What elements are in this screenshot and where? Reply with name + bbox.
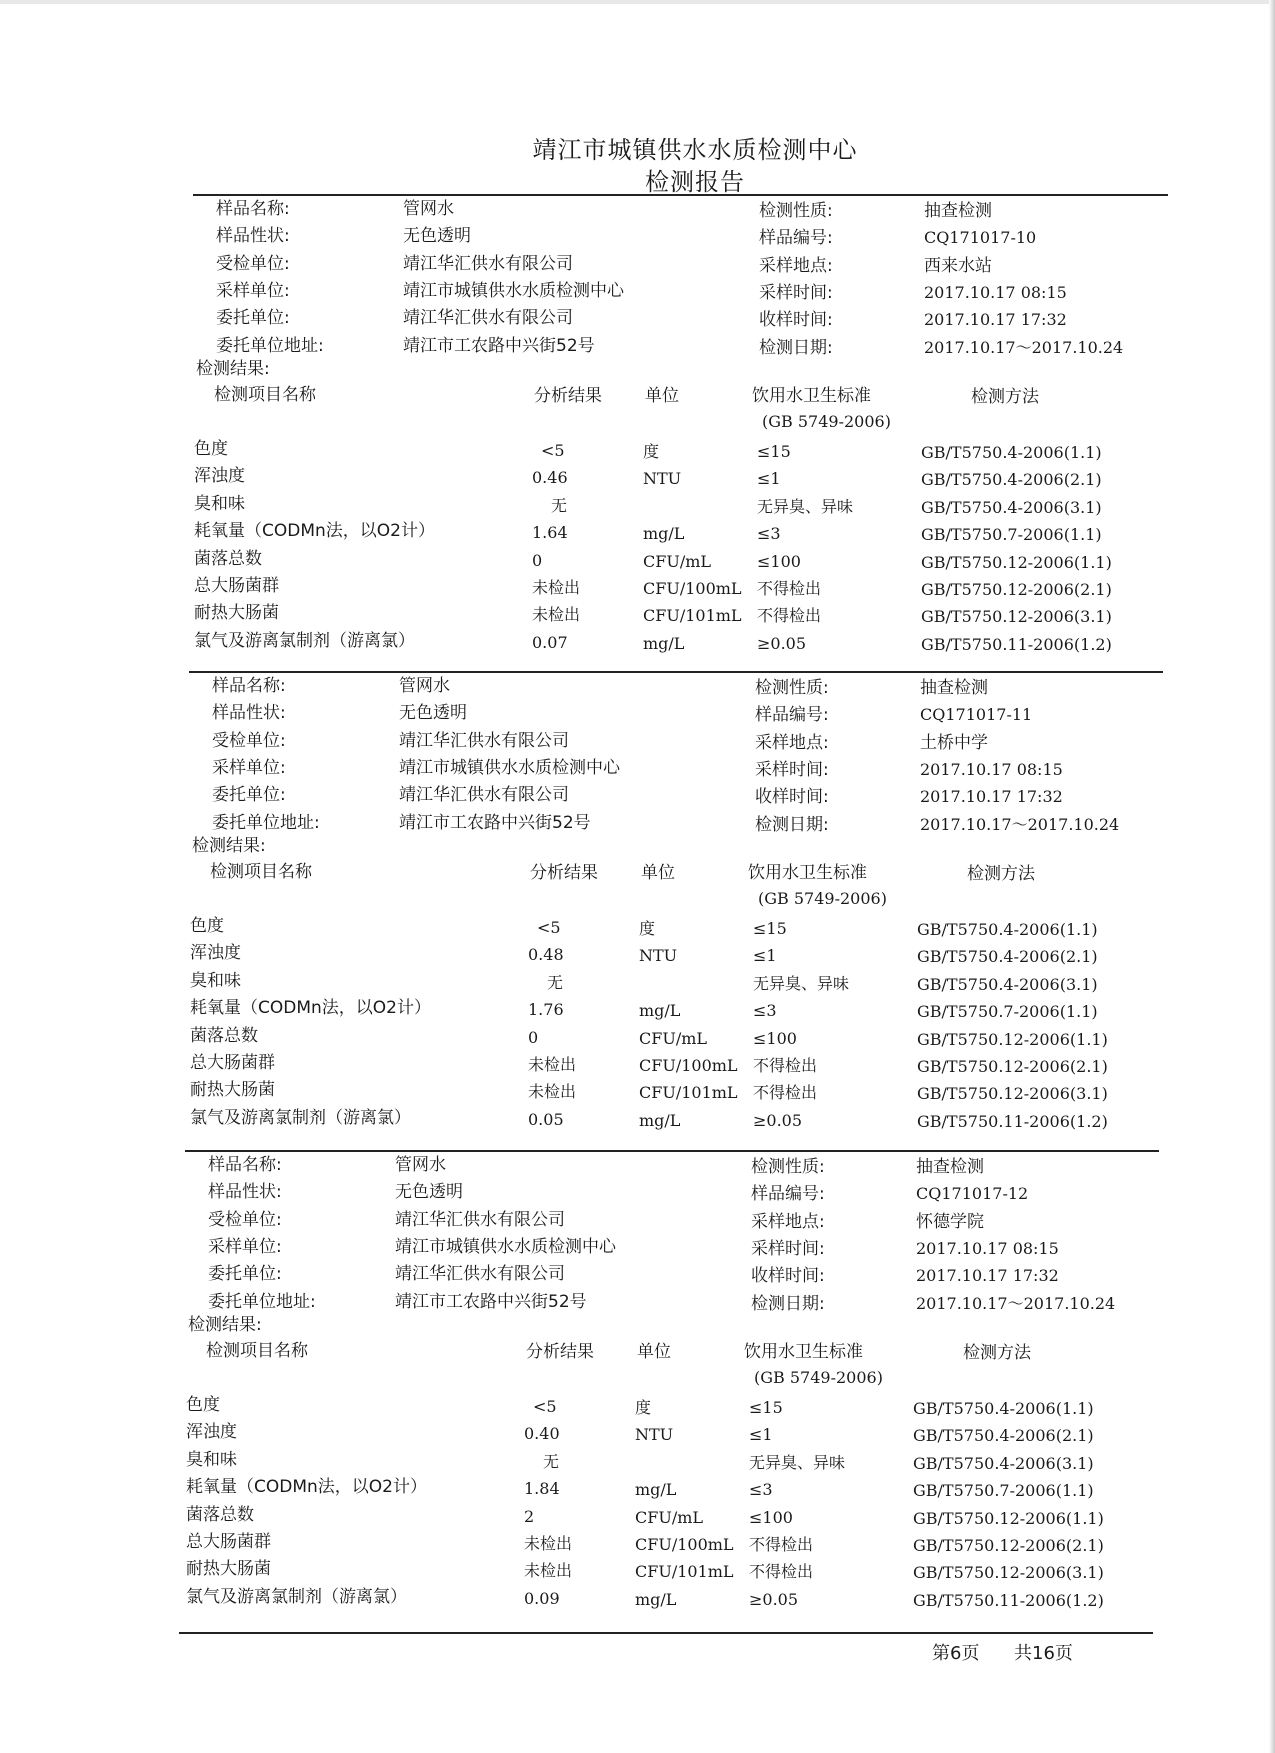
- info-label-sample-no: 样品编号:: [759, 228, 833, 249]
- info-value-sampling-site: 西来水站: [924, 255, 992, 276]
- row-item-name: 氯气及游离氯制剂（游离氯）: [194, 630, 415, 651]
- info-value-test-date: 2017.10.17～2017.10.24: [920, 814, 1120, 834]
- info-value-sample-no: CQ171017-10: [924, 228, 1037, 248]
- row-standard: ≥0.05: [753, 1110, 803, 1130]
- row-standard: ≤100: [753, 1028, 797, 1048]
- row-result: 未检出: [528, 1082, 577, 1102]
- row-unit: mg/L: [643, 524, 685, 544]
- row-method: GB/T5750.7-2006(1.1): [921, 525, 1102, 545]
- info-label-sampling-unit: 采样单位:: [208, 1236, 282, 1257]
- row-method: GB/T5750.7-2006(1.1): [917, 1002, 1098, 1022]
- info-value-sampling-site: 怀德学院: [916, 1211, 984, 1232]
- row-result: 0: [528, 1027, 539, 1047]
- info-label-test-date: 检测日期:: [759, 337, 833, 358]
- info-label-sampling-unit: 采样单位:: [212, 757, 286, 778]
- row-standard: 不得检出: [749, 1562, 814, 1582]
- info-value-client-address: 靖江市工农路中兴街52号: [395, 1291, 587, 1312]
- row-method: GB/T5750.7-2006(1.1): [913, 1481, 1094, 1501]
- info-label-client-address: 委托单位地址:: [208, 1291, 316, 1312]
- row-unit: NTU: [635, 1425, 674, 1445]
- row-item-name: 菌落总数: [194, 548, 262, 569]
- info-label-sampling-site: 采样地点:: [751, 1211, 825, 1232]
- info-value-inspected-unit: 靖江华汇供水有限公司: [399, 730, 569, 751]
- row-unit: NTU: [643, 469, 682, 489]
- info-label-sample-no: 样品编号:: [755, 705, 829, 726]
- row-unit: 度: [643, 442, 660, 461]
- row-standard: 无异臭、异味: [753, 973, 850, 993]
- row-standard: 不得检出: [757, 579, 822, 598]
- row-unit: CFU/mL: [635, 1507, 704, 1527]
- info-value-sample-name: 管网水: [395, 1155, 446, 1175]
- row-standard: ≤100: [749, 1507, 793, 1527]
- info-label-sampling-time: 采样时间:: [755, 759, 829, 780]
- row-unit: mg/L: [643, 633, 685, 653]
- row-standard: ≤15: [753, 919, 787, 938]
- row-method: GB/T5750.12-2006(1.1): [921, 552, 1112, 572]
- row-result: 未检出: [528, 1055, 577, 1074]
- page-total: 共16页: [1014, 1643, 1073, 1664]
- row-unit: mg/L: [635, 1480, 677, 1500]
- row-result: 未检出: [524, 1534, 573, 1553]
- row-unit: NTU: [639, 946, 678, 966]
- row-standard: 不得检出: [749, 1535, 814, 1554]
- info-label-sampling-site: 采样地点:: [755, 732, 829, 753]
- row-method: GB/T5750.12-2006(3.1): [913, 1563, 1104, 1583]
- info-label-sampling-unit: 采样单位:: [216, 280, 290, 301]
- col-header-standard: 饮用水卫生标准: [748, 863, 867, 883]
- row-method: GB/T5750.4-2006(3.1): [921, 497, 1102, 517]
- row-standard: 无异臭、异味: [749, 1452, 846, 1472]
- info-label-sampling-time: 采样时间:: [751, 1238, 825, 1259]
- info-label-client-unit: 委托单位:: [212, 785, 286, 806]
- row-item-name: 色度: [190, 916, 224, 936]
- results-label: 检测结果:: [196, 359, 270, 379]
- col-header-standard-code: (GB 5749-2006): [758, 889, 887, 908]
- info-label-client-address: 委托单位地址:: [212, 812, 320, 833]
- info-value-sampling-unit: 靖江市城镇供水水质检测中心: [395, 1236, 616, 1257]
- row-unit: mg/L: [639, 1110, 681, 1130]
- info-value-receiving-time: 2017.10.17 17:32: [916, 1266, 1059, 1286]
- row-unit: 度: [635, 1398, 652, 1417]
- row-method: GB/T5750.11-2006(1.2): [917, 1111, 1108, 1131]
- row-unit: CFU/101mL: [643, 606, 742, 626]
- row-result: 未检出: [532, 605, 581, 625]
- info-value-receiving-time: 2017.10.17 17:32: [924, 310, 1067, 330]
- row-item-name: 耐热大肠菌: [194, 603, 279, 624]
- row-result: 0.09: [524, 1588, 560, 1608]
- info-label-test-nature: 检测性质:: [751, 1157, 825, 1177]
- row-result: 2: [524, 1506, 535, 1526]
- info-label-inspected-unit: 受检单位:: [212, 730, 286, 751]
- document-subtitle: 检测报告: [645, 168, 745, 196]
- info-value-sample-no: CQ171017-12: [916, 1184, 1029, 1204]
- info-value-client-unit: 靖江华汇供水有限公司: [399, 785, 569, 806]
- info-label-sample-state: 样品性状:: [212, 703, 286, 724]
- info-value-client-address: 靖江市工农路中兴街52号: [403, 335, 595, 356]
- info-label-client-unit: 委托单位:: [216, 308, 290, 329]
- row-item-name: 耗氧量（CODMn法，以O2计）: [194, 521, 435, 542]
- info-label-sample-state: 样品性状:: [216, 226, 290, 247]
- col-header-unit: 单位: [641, 863, 675, 883]
- row-standard: ≤1: [757, 469, 781, 489]
- row-item-name: 氯气及游离氯制剂（游离氯）: [190, 1107, 411, 1128]
- row-method: GB/T5750.12-2006(2.1): [921, 580, 1112, 599]
- info-value-sampling-unit: 靖江市城镇供水水质检测中心: [399, 757, 620, 778]
- info-value-sampling-time: 2017.10.17 08:15: [920, 759, 1063, 779]
- col-header-standard: 饮用水卫生标准: [744, 1342, 863, 1362]
- row-method: GB/T5750.4-2006(1.1): [921, 443, 1102, 462]
- section-rule: [193, 194, 1168, 196]
- info-value-sample-state: 无色透明: [399, 703, 467, 724]
- row-method: GB/T5750.4-2006(3.1): [917, 974, 1098, 994]
- row-method: GB/T5750.4-2006(1.1): [913, 1399, 1094, 1418]
- row-item-name: 臭和味: [190, 970, 241, 991]
- row-method: GB/T5750.11-2006(1.2): [921, 634, 1112, 654]
- row-method: GB/T5750.12-2006(2.1): [917, 1057, 1108, 1076]
- document-title: 靖江市城镇供水水质检测中心: [532, 136, 858, 164]
- info-value-test-nature: 抽查检测: [920, 678, 988, 698]
- row-result: 1.64: [532, 523, 568, 543]
- row-item-name: 总大肠菌群: [186, 1532, 271, 1552]
- row-standard: 不得检出: [753, 1056, 818, 1075]
- row-unit: CFU/mL: [643, 551, 712, 571]
- col-header-item: 检测项目名称: [206, 1341, 308, 1361]
- info-value-client-unit: 靖江华汇供水有限公司: [395, 1264, 565, 1285]
- row-method: GB/T5750.12-2006(1.1): [917, 1029, 1108, 1049]
- row-unit: CFU/100mL: [639, 1056, 738, 1075]
- info-label-sample-name: 样品名称:: [216, 199, 290, 219]
- info-label-sampling-site: 采样地点:: [759, 255, 833, 276]
- section-rule: [185, 1150, 1159, 1152]
- info-value-client-address: 靖江市工农路中兴街52号: [399, 812, 591, 833]
- row-item-name: 菌落总数: [186, 1504, 254, 1525]
- row-item-name: 总大肠菌群: [194, 576, 279, 596]
- info-label-sampling-time: 采样时间:: [759, 282, 833, 303]
- info-value-receiving-time: 2017.10.17 17:32: [920, 787, 1063, 807]
- row-item-name: 耐热大肠菌: [186, 1559, 271, 1580]
- info-value-inspected-unit: 靖江华汇供水有限公司: [395, 1209, 565, 1230]
- info-label-sample-name: 样品名称:: [212, 676, 286, 696]
- row-standard: ≥0.05: [749, 1589, 799, 1609]
- row-item-name: 臭和味: [194, 493, 245, 514]
- row-result: 1.76: [528, 1000, 564, 1020]
- col-header-method: 检测方法: [971, 387, 1039, 407]
- row-method: GB/T5750.12-2006(3.1): [917, 1084, 1108, 1104]
- row-item-name: 氯气及游离氯制剂（游离氯）: [186, 1586, 407, 1607]
- info-label-receiving-time: 收样时间:: [755, 787, 829, 808]
- row-item-name: 色度: [186, 1395, 220, 1415]
- info-value-test-nature: 抽查检测: [916, 1157, 984, 1177]
- row-result: <5: [533, 1397, 557, 1416]
- info-value-test-nature: 抽查检测: [924, 201, 992, 221]
- row-method: GB/T5750.4-2006(1.1): [917, 920, 1098, 939]
- info-value-sample-no: CQ171017-11: [920, 705, 1033, 725]
- row-unit: 度: [639, 919, 656, 938]
- info-label-test-date: 检测日期:: [755, 814, 829, 835]
- row-method: GB/T5750.4-2006(2.1): [921, 470, 1102, 490]
- col-header-method: 检测方法: [967, 864, 1035, 884]
- page-number: 第6页: [932, 1643, 980, 1664]
- row-standard: ≤100: [757, 551, 801, 571]
- info-label-test-nature: 检测性质:: [759, 201, 833, 221]
- row-method: GB/T5750.4-2006(2.1): [917, 947, 1098, 967]
- row-item-name: 总大肠菌群: [190, 1053, 275, 1073]
- row-item-name: 耗氧量（CODMn法，以O2计）: [190, 998, 431, 1019]
- info-value-inspected-unit: 靖江华汇供水有限公司: [403, 253, 573, 274]
- info-label-client-address: 委托单位地址:: [216, 335, 324, 356]
- row-item-name: 浑浊度: [194, 466, 245, 487]
- row-method: GB/T5750.12-2006(2.1): [913, 1536, 1104, 1555]
- info-value-sampling-unit: 靖江市城镇供水水质检测中心: [403, 280, 624, 301]
- row-result: 0.07: [532, 632, 568, 652]
- info-label-receiving-time: 收样时间:: [759, 310, 833, 331]
- row-result: 无: [547, 972, 564, 992]
- info-label-client-unit: 委托单位:: [208, 1264, 282, 1285]
- row-method: GB/T5750.12-2006(1.1): [913, 1508, 1104, 1528]
- row-standard: 不得检出: [753, 1083, 818, 1103]
- row-unit: CFU/mL: [639, 1028, 708, 1048]
- col-header-standard-code: (GB 5749-2006): [754, 1368, 883, 1387]
- col-header-standard-code: (GB 5749-2006): [762, 412, 891, 431]
- row-item-name: 菌落总数: [190, 1025, 258, 1046]
- footer-rule: [179, 1632, 1153, 1634]
- col-header-result: 分析结果: [534, 386, 602, 406]
- info-label-receiving-time: 收样时间:: [751, 1266, 825, 1287]
- row-result: 未检出: [532, 578, 581, 597]
- row-standard: ≤3: [749, 1480, 773, 1500]
- row-result: 0.46: [532, 468, 568, 488]
- info-value-test-date: 2017.10.17～2017.10.24: [916, 1293, 1116, 1313]
- row-unit: mg/L: [635, 1589, 677, 1609]
- info-value-sample-name: 管网水: [403, 199, 454, 219]
- row-standard: ≤3: [753, 1001, 777, 1021]
- info-value-sampling-time: 2017.10.17 08:15: [924, 282, 1067, 302]
- row-standard: ≤1: [749, 1425, 773, 1445]
- row-standard: 无异臭、异味: [757, 496, 854, 516]
- scan-edge-right: [1269, 0, 1275, 1753]
- row-standard: ≤1: [753, 946, 777, 966]
- info-label-sample-state: 样品性状:: [208, 1182, 282, 1203]
- col-header-item: 检测项目名称: [214, 385, 316, 405]
- row-method: GB/T5750.4-2006(2.1): [913, 1426, 1094, 1446]
- row-item-name: 耗氧量（CODMn法，以O2计）: [186, 1477, 427, 1498]
- row-item-name: 浑浊度: [186, 1422, 237, 1443]
- info-value-sample-name: 管网水: [399, 676, 450, 696]
- row-standard: ≥0.05: [757, 633, 807, 653]
- row-result: 无: [543, 1451, 560, 1471]
- col-header-unit: 单位: [645, 386, 679, 406]
- row-unit: CFU/101mL: [639, 1083, 738, 1103]
- row-result: 0.48: [528, 945, 564, 965]
- row-unit: CFU/101mL: [635, 1562, 734, 1582]
- info-label-sample-name: 样品名称:: [208, 1155, 282, 1175]
- row-item-name: 耐热大肠菌: [190, 1080, 275, 1101]
- row-result: 0.40: [524, 1424, 560, 1444]
- row-standard: ≤15: [757, 442, 791, 461]
- row-unit: CFU/100mL: [635, 1535, 734, 1554]
- col-header-result: 分析结果: [530, 863, 598, 883]
- info-label-test-date: 检测日期:: [751, 1293, 825, 1314]
- row-result: <5: [537, 918, 561, 937]
- row-standard: 不得检出: [757, 606, 822, 626]
- row-item-name: 浑浊度: [190, 943, 241, 964]
- row-unit: CFU/100mL: [643, 579, 742, 598]
- row-item-name: 色度: [194, 439, 228, 459]
- row-item-name: 臭和味: [186, 1449, 237, 1470]
- row-result: 无: [551, 495, 568, 515]
- row-result: 0.05: [528, 1109, 564, 1129]
- scan-edge-top: [0, 0, 1275, 4]
- info-value-test-date: 2017.10.17～2017.10.24: [924, 337, 1124, 357]
- row-standard: ≤3: [757, 524, 781, 544]
- row-method: GB/T5750.11-2006(1.2): [913, 1590, 1104, 1610]
- row-method: GB/T5750.12-2006(3.1): [921, 607, 1112, 627]
- info-value-sample-state: 无色透明: [403, 226, 471, 247]
- row-result: <5: [541, 441, 565, 460]
- row-method: GB/T5750.4-2006(3.1): [913, 1453, 1094, 1473]
- col-header-result: 分析结果: [526, 1342, 594, 1362]
- col-header-standard: 饮用水卫生标准: [752, 386, 871, 406]
- info-label-inspected-unit: 受检单位:: [216, 253, 290, 274]
- row-result: 0: [532, 550, 543, 570]
- info-value-sample-state: 无色透明: [395, 1182, 463, 1203]
- info-label-test-nature: 检测性质:: [755, 678, 829, 698]
- row-result: 未检出: [524, 1561, 573, 1581]
- col-header-unit: 单位: [637, 1342, 671, 1362]
- info-value-sampling-time: 2017.10.17 08:15: [916, 1238, 1059, 1258]
- info-value-client-unit: 靖江华汇供水有限公司: [403, 308, 573, 329]
- info-label-inspected-unit: 受检单位:: [208, 1209, 282, 1230]
- results-label: 检测结果:: [188, 1315, 262, 1335]
- row-unit: mg/L: [639, 1001, 681, 1021]
- col-header-method: 检测方法: [963, 1343, 1031, 1363]
- row-result: 1.84: [524, 1479, 560, 1499]
- col-header-item: 检测项目名称: [210, 862, 312, 882]
- info-label-sample-no: 样品编号:: [751, 1184, 825, 1205]
- section-rule: [189, 671, 1163, 673]
- info-value-sampling-site: 土桥中学: [920, 732, 988, 753]
- row-standard: ≤15: [749, 1398, 783, 1417]
- results-label: 检测结果:: [192, 836, 266, 856]
